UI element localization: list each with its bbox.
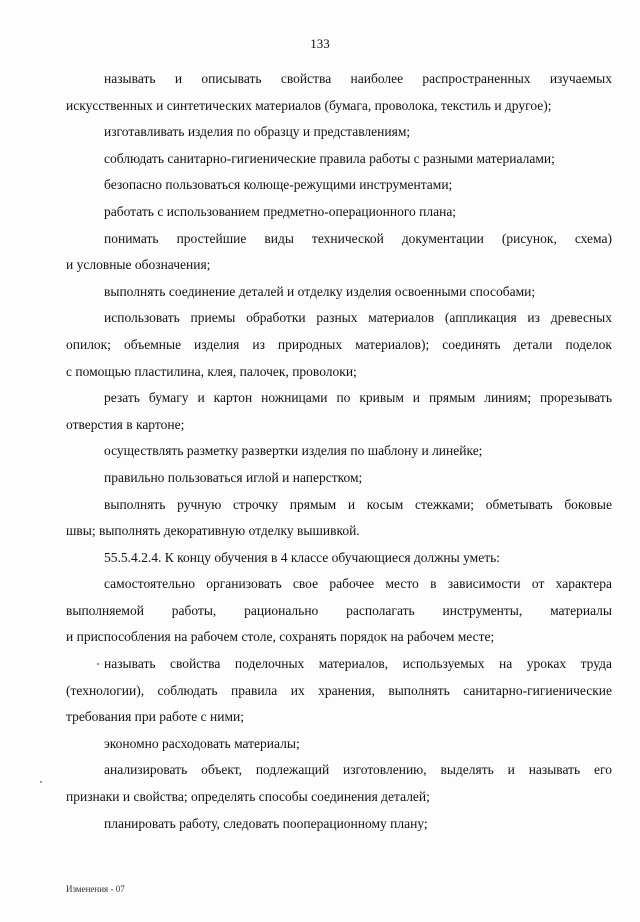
text-line: опилок; объемные изделия из природных материалов); соединять детали поделок: [66, 336, 612, 352]
text-line: работать с использованием предметно-операционного плана;: [104, 203, 457, 219]
scan-speck: [97, 663, 99, 665]
text-line: (технологии), соблюдать правила их хранения, выполнять санитарно-гигиенические: [66, 682, 612, 698]
text-line: швы; выполнять декоративную отделку вышивкой.: [66, 523, 360, 539]
text-line: признаки и свойства; определять способы соединения деталей;: [66, 789, 430, 805]
paragraph: [66, 199, 612, 226]
text-line: выполняемой работы, рационально располагать инструменты, материалы: [66, 602, 612, 618]
text-line: называть свойства поделочных материалов, используемых на уроках труда: [104, 656, 612, 672]
paragraph: [66, 571, 612, 651]
paragraph: [66, 172, 612, 199]
paragraph: [66, 226, 612, 279]
page-number: 133: [310, 36, 330, 51]
paragraph: [66, 465, 612, 492]
text-line: и приспособления на рабочем столе, сохранять порядок на рабочем месте;: [66, 629, 495, 645]
text-line: понимать простейшие виды технической документации (рисунок, схема): [104, 230, 612, 246]
text-line: осуществлять разметку развертки изделия по шаблону и линейке;: [104, 443, 483, 459]
text-line: использовать приемы обработки разных материалов (аппликация из древесных: [104, 310, 612, 326]
text-line: выполнять соединение деталей и отделку изделия освоенными способами;: [104, 283, 536, 299]
text-line: выполнять ручную строчку прямым и косым стежками; обметывать боковые: [104, 496, 612, 512]
paragraph: [66, 731, 612, 758]
text-line: с помощью пластилина, клея, палочек, проволоки;: [66, 363, 357, 379]
paragraph: [66, 66, 612, 119]
text-line: резать бумагу и картон ножницами по кривым и прямым линиям; прорезывать: [104, 390, 612, 406]
paragraph: [66, 492, 612, 545]
text-line: анализировать объект, подлежащий изготовлению, выделять и называть его: [104, 762, 612, 778]
text-line: искусственных и синтетических материалов (бумага, проволока, текстиль и другое);: [66, 97, 552, 113]
paragraph: [66, 438, 612, 465]
document-body: [66, 66, 612, 837]
text-line: требования при работе с ними;: [66, 709, 245, 725]
scan-speck: [40, 781, 42, 783]
text-line: правильно пользоваться иглой и наперстком;: [104, 469, 363, 485]
text-line: называть и описывать свойства наиболее распространенных изучаемых: [104, 71, 612, 86]
text-line: безопасно пользоваться колюще-режущими инструментами;: [104, 177, 453, 193]
paragraph: [66, 545, 612, 572]
paragraph: [66, 811, 612, 838]
text-line: соблюдать санитарно-гигиенические правила работы с разными материалами;: [104, 150, 555, 166]
paragraph: [66, 385, 612, 438]
paragraph: [66, 119, 612, 146]
paragraph: [66, 305, 612, 385]
text-line: планировать работу, следовать пооперационному плану;: [104, 815, 428, 831]
paragraph: [66, 146, 612, 173]
text-line: самостоятельно организовать свое рабочее место в зависимости от характера: [104, 576, 612, 592]
paragraph: [66, 651, 612, 731]
text-line: и условные обозначения;: [66, 257, 211, 273]
text-line: экономно расходовать материалы;: [104, 735, 300, 751]
text-line: изготавливать изделия по образцу и представлениям;: [104, 124, 411, 140]
paragraph: [66, 279, 612, 306]
paragraph: [66, 757, 612, 810]
page-footer: Изменения - 07: [66, 884, 125, 894]
text-line: отверстия в картоне;: [66, 416, 185, 432]
text-line: 55.5.4.2.4. К концу обучения в 4 классе обучающиеся должны уметь:: [104, 549, 501, 565]
